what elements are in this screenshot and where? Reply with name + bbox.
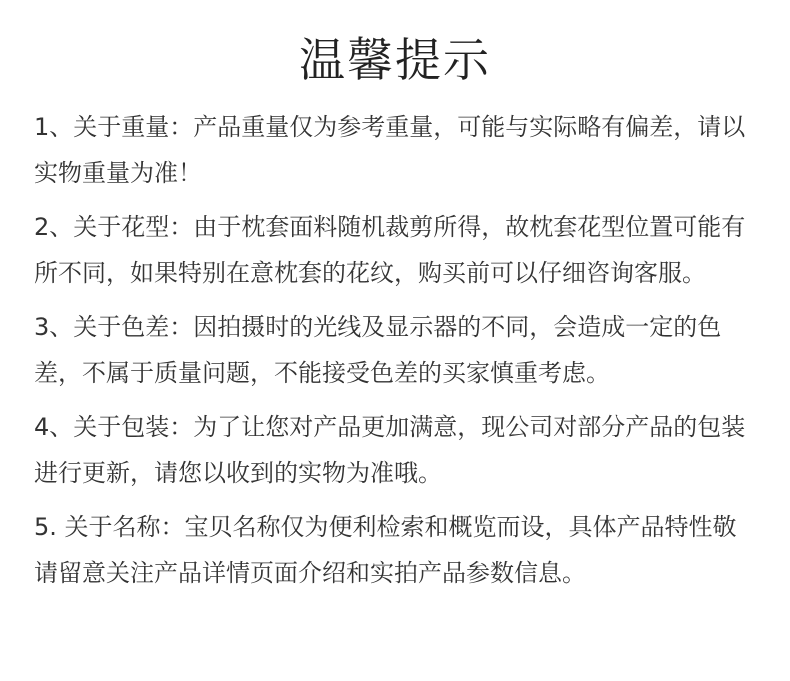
notice-list — [34, 104, 756, 596]
notice-item-color-difference: 3、关于色差：因拍摄时的光线及显示器的不同，会造成一定的色差，不属于质量问题，不能接受色差的买家慎重考虑。 — [34, 313, 722, 387]
notice-item-pattern: 2、关于花型：由于枕套面料随机裁剪所得，故枕套花型位置可能有所不同，如果特别在意枕套的花纹，购买前可以仔细咨询客服。 — [34, 213, 746, 287]
notice-item-packaging: 4、关于包装：为了让您对产品更加满意，现公司对部分产品的包装进行更新，请您以收到的实物为准哦。 — [34, 413, 746, 487]
notice-item-name: 5. 关于名称：宝贝名称仅为便利检索和概览而设，具体产品特性敬请留意关注产品详情页面介绍和实拍产品参数信息。 — [34, 513, 737, 587]
page-title: 温馨提示 — [299, 33, 491, 87]
notice-item-weight: 1、关于重量：产品重量仅为参考重量，可能与实际略有偏差，请以实物重量为准！ — [34, 113, 746, 187]
